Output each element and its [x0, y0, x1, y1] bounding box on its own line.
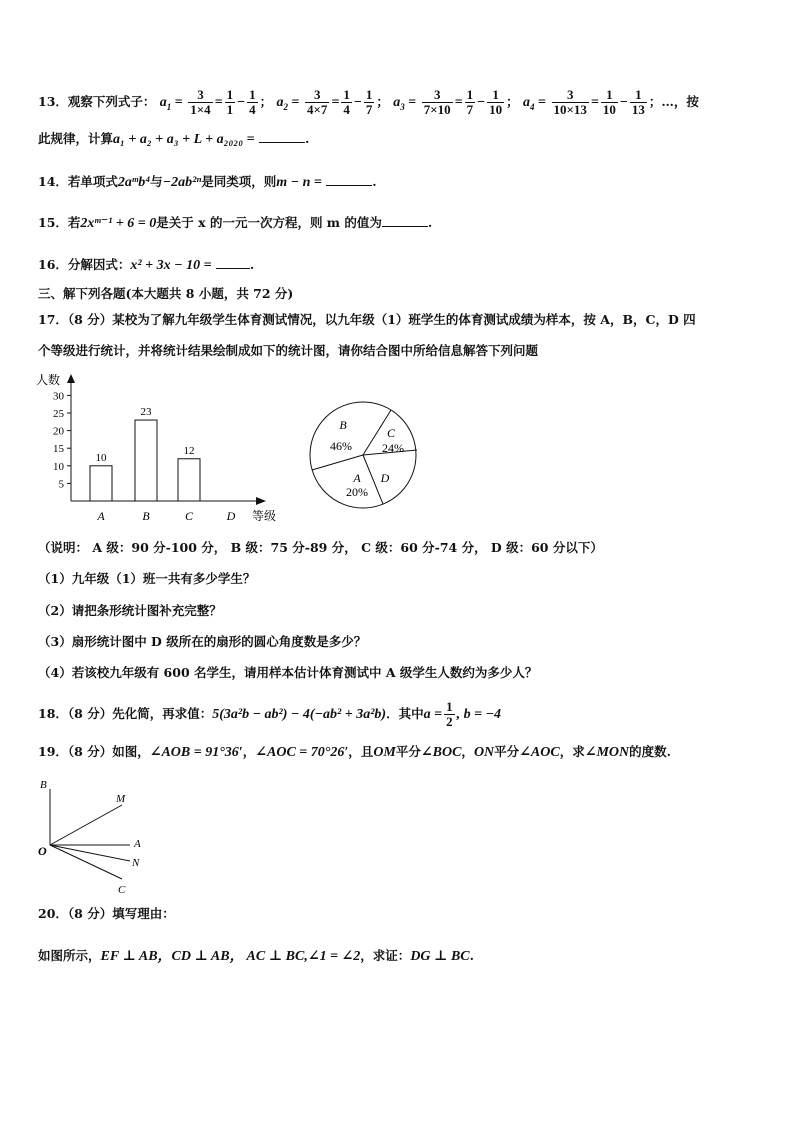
q13-a4: $a_4$ — [523, 95, 535, 112]
x-label-D: D — [226, 509, 236, 523]
y-tick-label-30: 30 — [53, 390, 64, 403]
pie-label-B: B — [339, 418, 347, 432]
label-M: M — [116, 793, 126, 805]
q13-line1: 13．观察下列式子： $a_1$ = $\frac{3}{1\times 4}$ = $\frac{1}{1}$ − $\frac{1}{4}$ ； $a_2$ = $\frac{3}{4\times 7}$ = $\frac{1}{4}$ − $\frac{1}{7}$ ； $a_3$ = $\frac{3}{7\times 10}$ = $\frac{1}{7}$ − $\frac{1}{10}$ ； $a_4$ = $\frac{3}{10\times 13}$ = $\frac{1}{10}$ − $\frac{1}{13}$ ；…，按 — [38, 87, 699, 117]
bar-value-A: 10 — [95, 451, 107, 464]
q13-a3: $a_3$ — [393, 95, 405, 112]
bar-value-B: 23 — [140, 406, 152, 419]
q13-number: 13． — [38, 94, 68, 109]
ray-OM — [50, 805, 122, 845]
bar-value-C: 12 — [183, 444, 195, 457]
label-N: N — [132, 857, 140, 869]
bar-A — [90, 466, 112, 501]
q19-line: 19．（8 分）如图，∠AOB = 91°36′，∠AOC = 70°26′，且OM平分∠BOC，ON平分∠AOC，求∠MON的度数. — [38, 744, 671, 760]
y-tick-label-20: 20 — [53, 425, 64, 438]
label-C: C — [118, 884, 126, 896]
q20-line1: 20．（8 分）填写理由： — [38, 906, 175, 921]
x-label-B: B — [142, 509, 150, 523]
ray-ON — [50, 845, 130, 861]
x-label-C: C — [184, 509, 194, 523]
q16-answer-blank[interactable] — [216, 256, 250, 269]
q15-answer-blank[interactable] — [382, 214, 428, 227]
q18-fraction: $\frac{1}{2}$ — [446, 699, 453, 729]
q15-line: 15．若2xᵐ⁻¹ + 6 = 0是关于 x 的一元一次方程，则 m 的值为 . — [38, 215, 433, 231]
q13-a1: $a_1$ — [159, 95, 172, 112]
q13-answer-blank[interactable] — [259, 130, 305, 143]
pie-percent-A: 20% — [346, 485, 368, 499]
pie-percent-C: 24% — [382, 441, 404, 455]
q13-intro: 观察下列式子： — [67, 94, 156, 109]
label-B: B — [40, 779, 47, 791]
q16-line: 16．分解因式：x² + 3x − 10 = . — [38, 257, 255, 273]
pie-chart — [305, 395, 425, 515]
bar-chart-ylabel: 人数 — [36, 373, 61, 387]
pie-label-D: D — [380, 471, 390, 485]
q17-line2: 个等级进行统计，并将统计结果绘制成如下的统计图，请你结合图中所给信息解答下列问题 — [38, 343, 539, 358]
bar-chart — [34, 370, 284, 528]
q20-line2: 如图所示，EF ⊥ AB，CD ⊥ AB， AC ⊥ BC,∠1 = ∠2，求证：DG ⊥ BC. — [38, 948, 475, 964]
q13-sum-expr: a₁ + a₂ + a₃ + L + a₂₀₂₀ = — [113, 132, 255, 147]
y-tick-label-10: 10 — [53, 460, 64, 473]
y-tick-label-25: 25 — [53, 408, 64, 420]
q13-line2: 此规律，计算a₁ + a₂ + a₃ + L + a₂₀₂₀ = . — [38, 131, 310, 147]
y-tick-label-5: 5 — [58, 478, 64, 491]
q17-sub4: （4）若该校九年级有 600 名学生，请用样本估计体育测试中 A 级学生人数约为多少人？ — [38, 665, 538, 680]
label-O: O — [38, 844, 47, 858]
q13-a1-frac: $\frac{3}{1\times 4}$ — [190, 87, 211, 117]
pie-percent-B: 46% — [330, 439, 352, 453]
label-A: A — [134, 838, 141, 850]
q17-sub2: （2）请把条形统计图补充完整？ — [38, 603, 222, 618]
bar-B — [135, 420, 157, 501]
bar-C — [178, 459, 200, 501]
pie-label-A: A — [353, 471, 361, 485]
pie-label-C: C — [386, 426, 396, 440]
angle-figure — [36, 775, 156, 897]
q14-line: 14．若单项式2aᵐb⁴与−2ab²ⁿ是同类项，则m − n = . — [38, 174, 377, 190]
q17-sub1: （1）九年级（1）班一共有多少学生？ — [38, 571, 256, 586]
section-three-heading: 三、解下列各题(本大题共 8 小题，共 72 分) — [38, 286, 294, 301]
x-label-A: A — [97, 509, 105, 523]
q17-note: （说明： A 级：90 分-100 分， B 级：75 分-89 分， C 级：60 分-74 分， D 级：60 分以下） — [38, 540, 603, 555]
ray-OC — [50, 845, 122, 879]
bar-chart-xlabel: 等级 — [252, 509, 277, 523]
q18-line: 18．（8 分）先化简，再求值：5(3a²b − ab²) − 4(−ab² + 3a²b)．其中a = $\frac{1}{2}$ , b = −4 — [38, 699, 502, 729]
q17-line1: 17．（8 分）某校为了解九年级学生体育测试情况，以九年级（1）班学生的体育测试成绩为样本，按 A，B，C，D 四 — [38, 312, 696, 327]
y-tick-label-15: 15 — [53, 443, 64, 456]
q18-expression: 5(3a²b − ab²) − 4(−ab² + 3a²b) — [212, 707, 387, 722]
q13-a2: $a_2$ — [276, 95, 289, 112]
q17-sub3: （3）扇形统计图中 D 级所在的扇形的圆心角度数是多少？ — [38, 634, 367, 649]
q14-answer-blank[interactable] — [326, 173, 372, 186]
